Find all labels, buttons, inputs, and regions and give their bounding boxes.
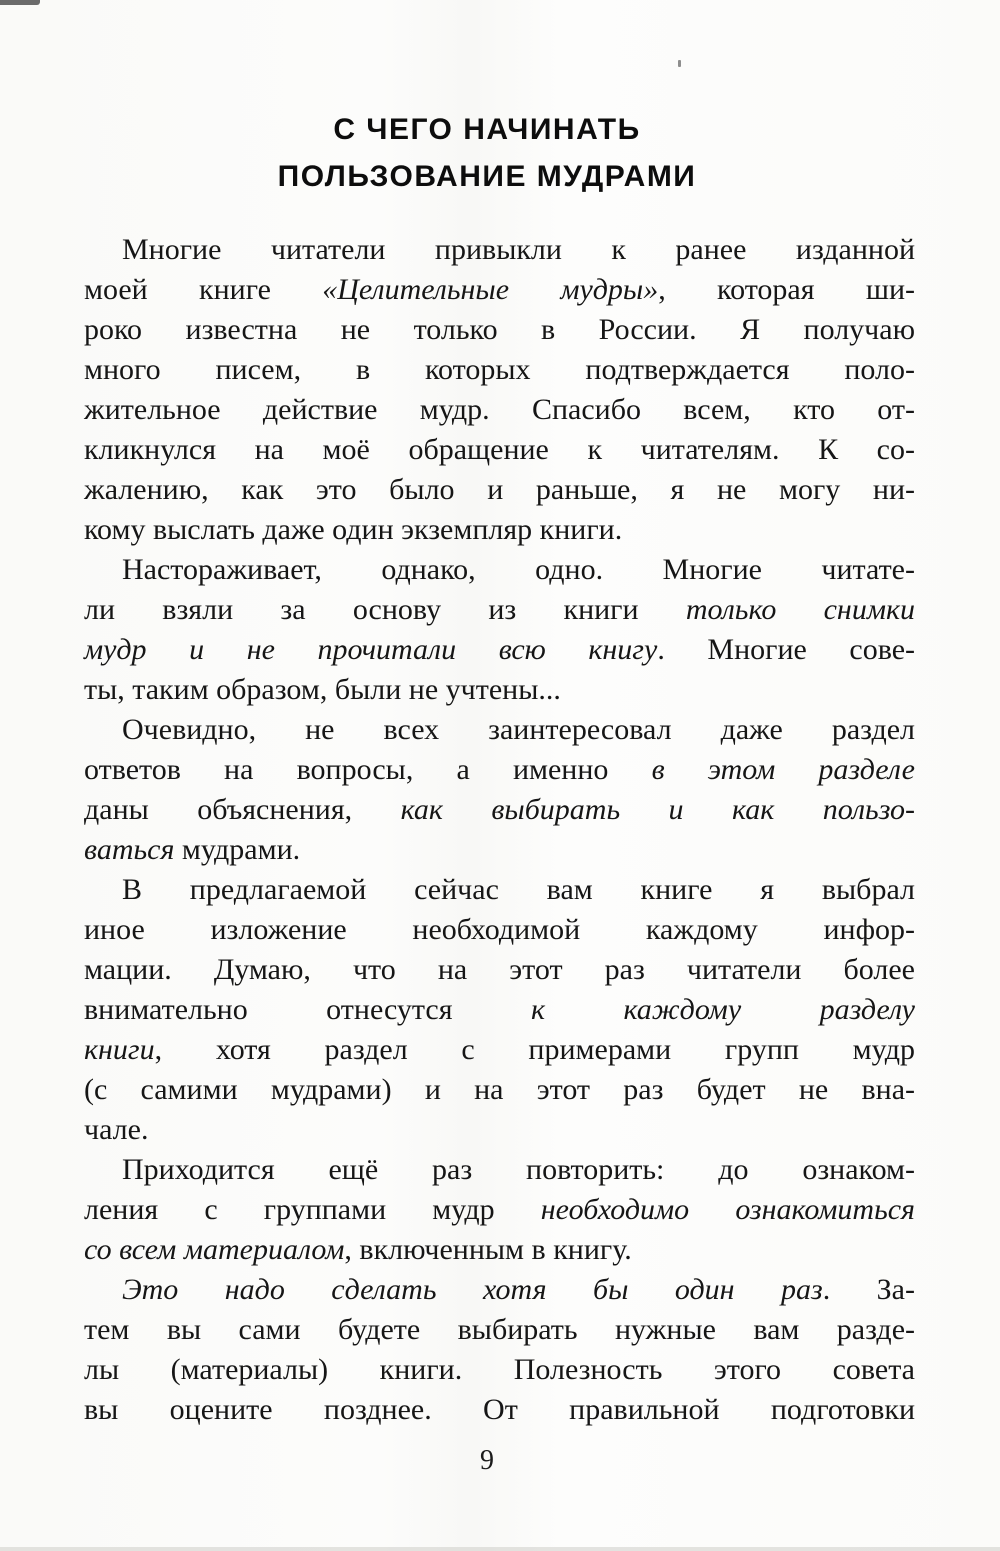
text-segment: Приходится ещё раз повторить: до ознаком- — [122, 1153, 915, 1186]
scan-artifact-corner — [0, 0, 40, 5]
text-segment: В предлагаемой сейчас вам книге я выбрал — [122, 873, 915, 906]
paragraph — [84, 710, 915, 870]
text-segment: Настораживает, однако, одно. Многие читате- — [122, 553, 915, 586]
scan-artifact-bottom-edge — [0, 1547, 1000, 1551]
emphasis-segment: со всем материалом — [84, 1233, 345, 1266]
text-line — [84, 750, 915, 790]
text-line — [84, 710, 915, 750]
text-segment: много писем, в которых подтверждается поло- — [84, 353, 915, 386]
text-segment: кликнулся на моё обращение к читателям. К со- — [84, 433, 915, 466]
text-line — [84, 270, 915, 310]
text-segment: иное изложение необходимой каждому инфор- — [84, 913, 915, 946]
text-line — [84, 1270, 915, 1310]
text-segment: внимательно отнесутся — [84, 993, 531, 1026]
emphasis-segment: мудр и не прочитали всю книгу — [84, 633, 658, 666]
text-line — [84, 870, 915, 910]
text-line — [84, 1150, 915, 1190]
text-line — [84, 1070, 915, 1110]
text-segment: . Многие сове- — [657, 633, 915, 666]
text-segment: , которая ши- — [658, 273, 915, 306]
text-line — [84, 950, 915, 990]
text-line — [84, 630, 915, 670]
chapter-title — [84, 106, 890, 200]
text-line — [84, 430, 915, 470]
chapter-title-line1: С ЧЕГО НАЧИНАТЬ — [333, 113, 641, 146]
emphasis-segment: в этом разделе — [651, 753, 915, 786]
text-segment: вы оцените позднее. От правильной подготовки — [84, 1393, 915, 1426]
text-segment: (с самими мудрами) и на этот раз будет не вна- — [84, 1073, 915, 1106]
text-line — [84, 910, 915, 950]
chapter-title-line2: ПОЛЬЗОВАНИЕ МУДРАМИ — [277, 160, 697, 193]
emphasis-segment: книги — [84, 1033, 155, 1066]
paragraph — [84, 1150, 915, 1270]
text-segment: мудрами. — [174, 833, 301, 866]
text-segment: . За- — [822, 1273, 915, 1306]
emphasis-segment: необходимо ознакомиться — [540, 1193, 915, 1226]
text-line — [84, 990, 915, 1030]
text-segment: кому выслать даже один экземпляр книги. — [84, 513, 623, 546]
text-segment: лы (материалы) книги. Полезность этого совета — [84, 1353, 915, 1386]
text-segment: , хотя раздел с примерами групп мудр — [154, 1033, 915, 1066]
paragraph — [84, 1270, 915, 1430]
text-segment: жалению, как это было и раньше, я не могу ни- — [84, 473, 915, 506]
text-segment: ответов на вопросы, а именно — [84, 753, 652, 786]
text-line — [84, 590, 915, 630]
text-segment: жительное действие мудр. Спасибо всем, кто от- — [84, 393, 915, 426]
emphasis-segment: как выбирать и как пользо- — [400, 793, 916, 826]
text-line — [84, 1230, 915, 1270]
text-segment: ты, таким образом, были не учтены... — [84, 673, 561, 706]
text-line — [84, 350, 915, 390]
text-segment: , включенным в книгу. — [344, 1233, 632, 1266]
text-line — [84, 230, 915, 270]
paragraph — [84, 550, 915, 710]
text-line — [84, 790, 915, 830]
text-line — [84, 670, 915, 710]
paragraph — [84, 870, 915, 1150]
paragraph — [84, 230, 915, 550]
text-segment: тем вы сами будете выбирать нужные вам разде- — [84, 1313, 915, 1346]
text-segment: чале. — [84, 1113, 149, 1146]
text-segment: роко известна не только в России. Я получаю — [84, 313, 915, 346]
emphasis-segment: ваться — [84, 833, 175, 866]
text-line — [84, 510, 915, 550]
text-segment: ления с группами мудр — [84, 1193, 541, 1226]
text-segment: мации. Думаю, что на этот раз читатели более — [84, 953, 915, 986]
text-line — [84, 1350, 915, 1390]
emphasis-segment: Это надо сделать хотя бы один раз — [122, 1273, 823, 1306]
text-segment: Очевидно, не всех заинтересовал даже раздел — [122, 713, 915, 746]
body-text — [84, 230, 915, 1430]
text-segment: даны объяснения, — [84, 793, 401, 826]
page-number: 9 — [480, 1445, 494, 1476]
emphasis-segment: «Целительные мудры» — [322, 273, 659, 306]
scan-artifact-speck — [678, 60, 681, 67]
text-line — [84, 1390, 915, 1430]
text-line — [84, 830, 915, 870]
text-line — [84, 310, 915, 350]
text-segment: ли взяли за основу из книги — [84, 593, 686, 626]
text-line — [84, 390, 915, 430]
text-line — [84, 1310, 915, 1350]
text-segment: моей книге — [84, 273, 323, 306]
emphasis-segment: к каждому разделу — [530, 993, 915, 1026]
text-line — [84, 470, 915, 510]
text-segment: Многие читатели привыкли к ранее изданной — [122, 233, 915, 266]
text-line — [84, 1030, 915, 1070]
text-line — [84, 1190, 915, 1230]
text-line — [84, 1110, 915, 1150]
emphasis-segment: только снимки — [685, 593, 915, 626]
text-line — [84, 550, 915, 590]
